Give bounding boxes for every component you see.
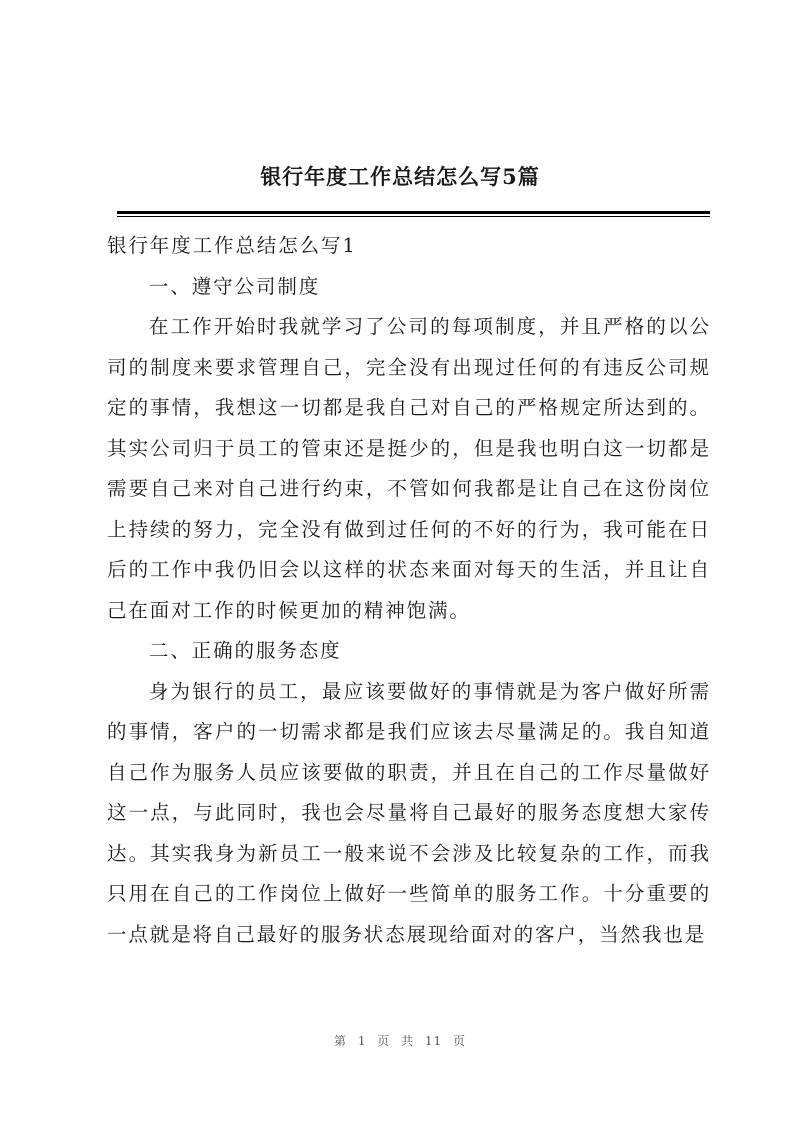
document-body xyxy=(107,226,711,955)
body-paragraph: 在工作开始时我就学习了公司的每项制度，并且严格的以公司的制度来要求管理自己，完全没有出现过任何的有违反公司规定的事情，我想这一切都是我自己对自己的严格规定所达到的。其实公司归于员工的管束还是挺少的，但是我也明白这一切都是需要自己来对自己进行约束，不管如何我都是让自己在这份岗位上持续的努力，完全没有做到过任何的不好的行为，我可能在日后的工作中我仍旧会以这样的状态来面对每天的生活，并且让自己在面对工作的时候更加的精神饱满。 xyxy=(107,315,711,622)
section-heading: 一、遵守公司制度 xyxy=(148,274,321,298)
document-title: 银行年度工作总结怎么写5篇 xyxy=(260,164,540,189)
section-title: 银行年度工作总结怎么写1 xyxy=(107,234,357,257)
title-rule-thick xyxy=(117,211,710,214)
title-rule-thin xyxy=(117,216,710,217)
body-paragraph: 身为银行的员工，最应该要做好的事情就是为客户做好所需的事情，客户的一切需求都是我们应该去尽量满足的。我自知道自己作为服务人员应该要做的职责，并且在自己的工作尽量做好这一点，与此同时，我也会尽量将自己最好的服务态度想大家传达。其实我身为新员工一般来说不会涉及比较复杂的工作，而我只用在自己的工作岗位上做好一些简单的服务工作。十分重要的一点就是将自己最好的服务状态展现给面对的客户，当然我也是 xyxy=(107,679,711,946)
page-footer: 第 1 页 共 11 页 xyxy=(334,1034,466,1048)
section-heading: 二、正确的服务态度 xyxy=(148,639,342,662)
